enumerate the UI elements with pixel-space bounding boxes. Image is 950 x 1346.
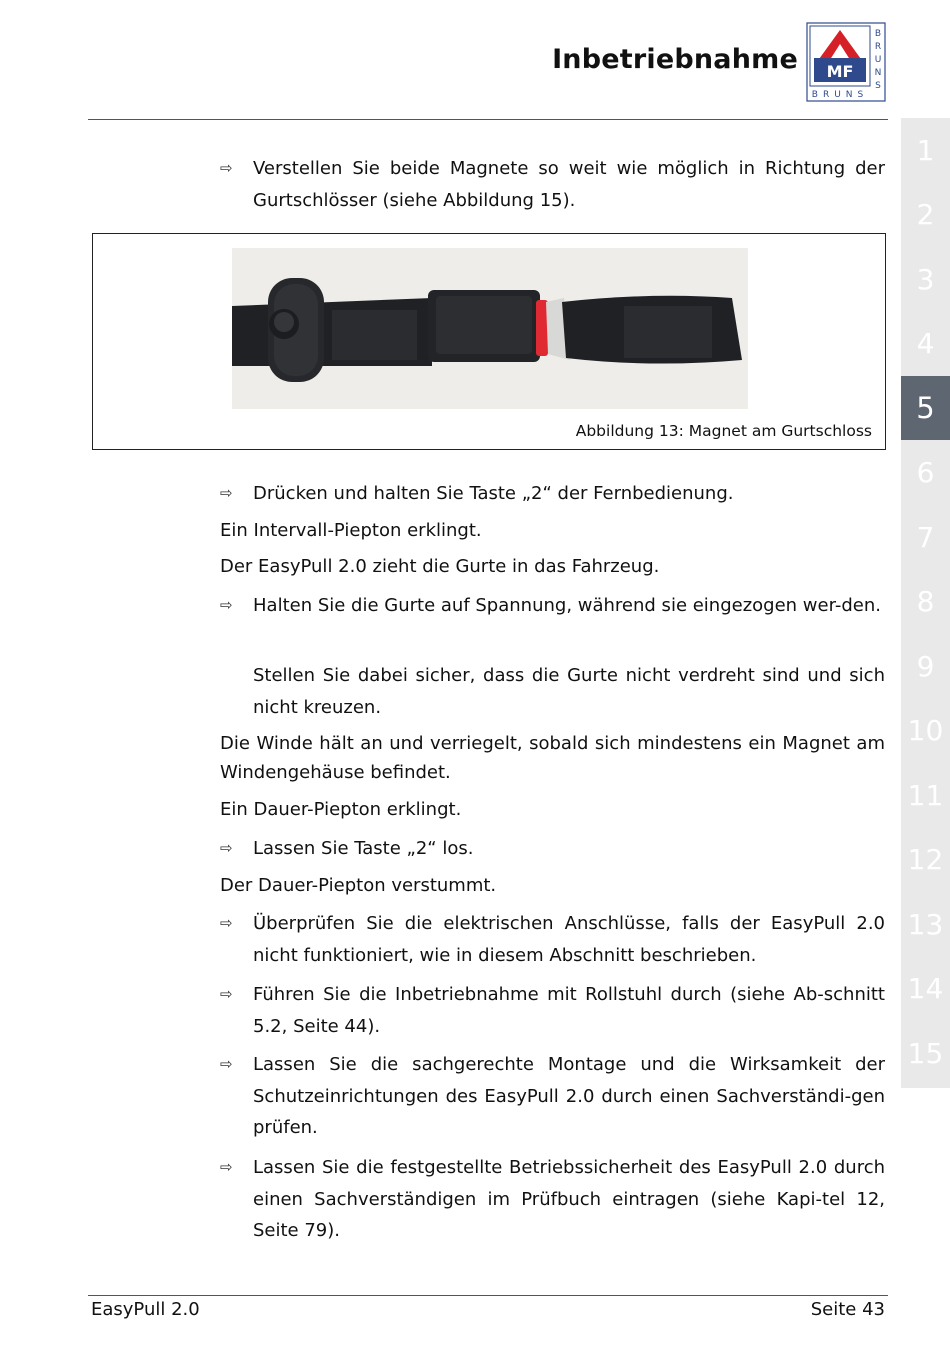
instruction-text: Drücken und halten Sie Taste „2“ der Fernbedienung.: [253, 483, 734, 504]
chapter-tab-11[interactable]: 11: [907, 778, 944, 812]
svg-text:B: B: [874, 29, 882, 39]
svg-text:MF: MF: [826, 62, 854, 81]
arrow-right-icon: ⇨: [220, 1158, 233, 1176]
arrow-right-icon: ⇨: [220, 1055, 233, 1073]
chapter-tab-2[interactable]: 2: [916, 197, 935, 231]
arrow-right-icon: ⇨: [220, 839, 233, 857]
chapter-tab-bar: [901, 118, 950, 1088]
chapter-tab-13[interactable]: 13: [907, 907, 944, 941]
result-text: Ein Dauer-Piepton erklingt.: [220, 799, 462, 820]
instruction-note: Stellen Sie dabei sicher, dass die Gurte nicht verdreht sind und sich nicht kreuzen.: [253, 665, 885, 718]
instruction-text: Führen Sie die Inbetriebnahme mit Rollstuhl durch (siehe Ab-schnitt 5.2, Seite 44).: [253, 984, 885, 1037]
svg-text:R: R: [874, 42, 882, 52]
svg-text:S: S: [875, 81, 881, 91]
arrow-right-icon: ⇨: [220, 914, 233, 932]
arrow-right-icon: ⇨: [220, 159, 233, 177]
svg-text:BRUNS: BRUNS: [811, 90, 869, 100]
chapter-tab-1[interactable]: 1: [916, 133, 935, 167]
result-text: Der Dauer-Piepton verstummt.: [220, 875, 497, 896]
chapter-tab-7[interactable]: 7: [916, 520, 935, 554]
chapter-tab-15[interactable]: 15: [907, 1036, 944, 1070]
chapter-tab-10[interactable]: 10: [907, 713, 944, 747]
chapter-tab-14[interactable]: 14: [907, 971, 944, 1005]
arrow-right-icon: ⇨: [220, 484, 233, 502]
instruction-text: Lassen Sie die festgestellte Betriebssicherheit des EasyPull 2.0 durch einen Sachverständigen im Prüfbuch eintragen (siehe Kapi-tel 12, Seite 79).: [253, 1157, 885, 1241]
figure-frame: [92, 233, 886, 450]
chapter-tab-9[interactable]: 9: [916, 649, 935, 683]
figure-caption: Abbildung 13: Magnet am Gurtschloss: [575, 422, 872, 440]
chapter-tab-3[interactable]: 3: [916, 262, 935, 296]
instruction-text: Lassen Sie Taste „2“ los.: [253, 838, 474, 859]
chapter-tab-5[interactable]: 5: [901, 376, 950, 440]
chapter-tab-6[interactable]: 6: [916, 455, 935, 489]
svg-text:N: N: [874, 68, 882, 78]
arrow-right-icon: ⇨: [220, 985, 233, 1003]
arrow-right-icon: ⇨: [220, 596, 233, 614]
seatbelt-magnet-photo: [232, 248, 748, 409]
svg-text:U: U: [874, 55, 882, 65]
result-text: Die Winde hält an und verriegelt, sobald sich mindestens ein Magnet am Windengehäuse befindet.: [220, 733, 885, 783]
chapter-tab-12[interactable]: 12: [907, 842, 944, 876]
header-divider: [88, 119, 888, 120]
result-text: Ein Intervall-Piepton erklingt.: [220, 520, 482, 541]
chapter-tab-4[interactable]: 4: [916, 326, 935, 360]
page-title: Inbetriebnahme: [552, 44, 798, 75]
result-text: Der EasyPull 2.0 zieht die Gurte in das Fahrzeug.: [220, 556, 660, 577]
chapter-tab-8[interactable]: 8: [916, 584, 935, 618]
page-number: Seite 43: [810, 1299, 885, 1320]
footer-product-name: EasyPull 2.0: [91, 1299, 200, 1320]
instruction-text: Halten Sie die Gurte auf Spannung, während sie eingezogen wer-den.: [253, 595, 881, 616]
instruction-text: Überprüfen Sie die elektrischen Anschlüsse, falls der EasyPull 2.0 nicht funktioniert, wie in diesem Abschnitt beschrieben.: [253, 913, 885, 966]
amf-bruns-logo: [806, 22, 886, 102]
footer-divider: [88, 1295, 888, 1296]
instruction-text: Verstellen Sie beide Magnete so weit wie möglich in Richtung der Gurtschlösser (siehe Abbildung 15).: [253, 158, 885, 211]
instruction-text: Lassen Sie die sachgerechte Montage und die Wirksamkeit der Schutzeinrichtungen des EasyPull 2.0 durch einen Sachverständi-gen prüfen.: [253, 1054, 885, 1138]
